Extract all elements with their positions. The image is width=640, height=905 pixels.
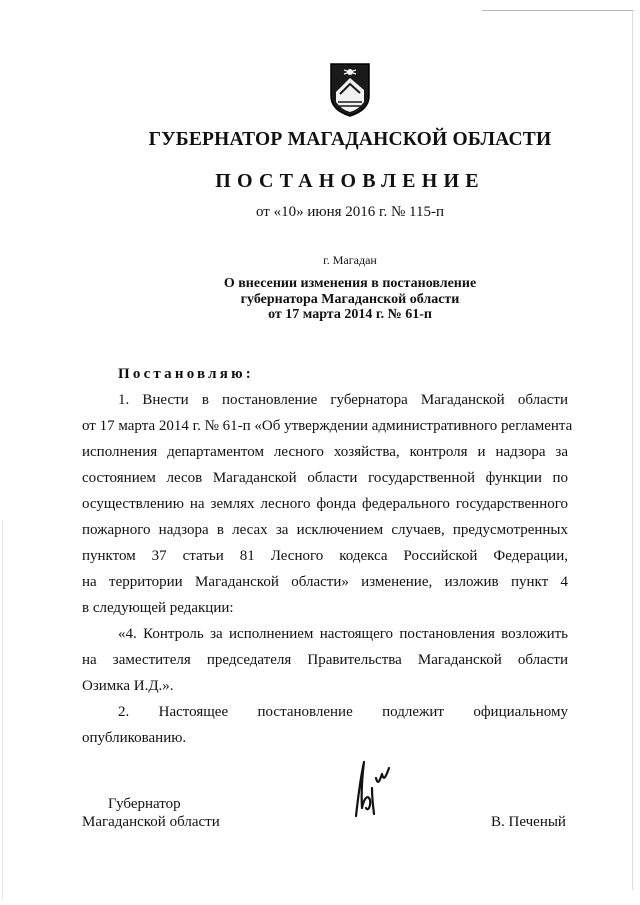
subject-line: от 17 марта 2014 г. № 61-п	[268, 307, 432, 322]
body-line: 2. Настоящее постановление подлежит официальному	[118, 704, 568, 720]
body-line: исполнения департаментом лесного хозяйства, контроля и надзора за	[82, 444, 568, 460]
body-line: состоянием лесов Магаданской области государственной функции по	[82, 470, 568, 486]
document-date-number: от «10» июня 2016 г. № 115-п	[255, 204, 444, 220]
body-line: пожарного надзора в лесах за исключением случаев, предусмотренных	[82, 522, 568, 538]
body-line: опубликованию.	[82, 730, 187, 746]
coat-of-arms-icon	[328, 62, 372, 118]
document-type: ПОСТАНОВЛЕНИЕ	[215, 170, 485, 192]
body-line: в следующей редакции:	[82, 600, 234, 616]
body-line: на территории Магаданской области» изменение, изложив пункт 4	[82, 574, 568, 590]
handwritten-signature	[342, 758, 392, 820]
order-word: Постановляю:	[118, 366, 254, 382]
body-line: 1. Внести в постановление губернатора Магаданской области	[118, 392, 568, 408]
subject-line: О внесении изменения в постановление	[223, 276, 477, 291]
signatory-name: В. Печеный	[491, 814, 566, 830]
body-line: пунктом 37 статьи 81 Лесного кодекса Российской Федерации,	[82, 548, 568, 564]
signatory-position-line2: Магаданской области	[82, 814, 220, 830]
scan-edge-left	[2, 520, 3, 900]
document-city: г. Магадан	[323, 253, 377, 267]
quoted-clause-line: Озимка И.Д.».	[82, 678, 174, 694]
scan-edge-top	[482, 10, 634, 11]
document-subject	[0, 276, 640, 323]
body-line: осуществлению на землях лесного фонда федерального государственного	[82, 496, 568, 512]
body-line: от 17 марта 2014 г. № 61-п «Об утверждении административного регламента	[82, 418, 573, 434]
subject-line: губернатора Магаданской области	[240, 291, 460, 307]
signatory-position-line1: Губернатор	[108, 796, 181, 812]
quoted-clause-line: на заместителя председателя Правительства Магаданской области	[82, 652, 568, 668]
quoted-clause-line: «4. Контроль за исполнением настоящего постановления возложить	[118, 626, 568, 642]
issuing-authority: ГУБЕРНАТОР МАГАДАНСКОЙ ОБЛАСТИ	[148, 129, 552, 150]
